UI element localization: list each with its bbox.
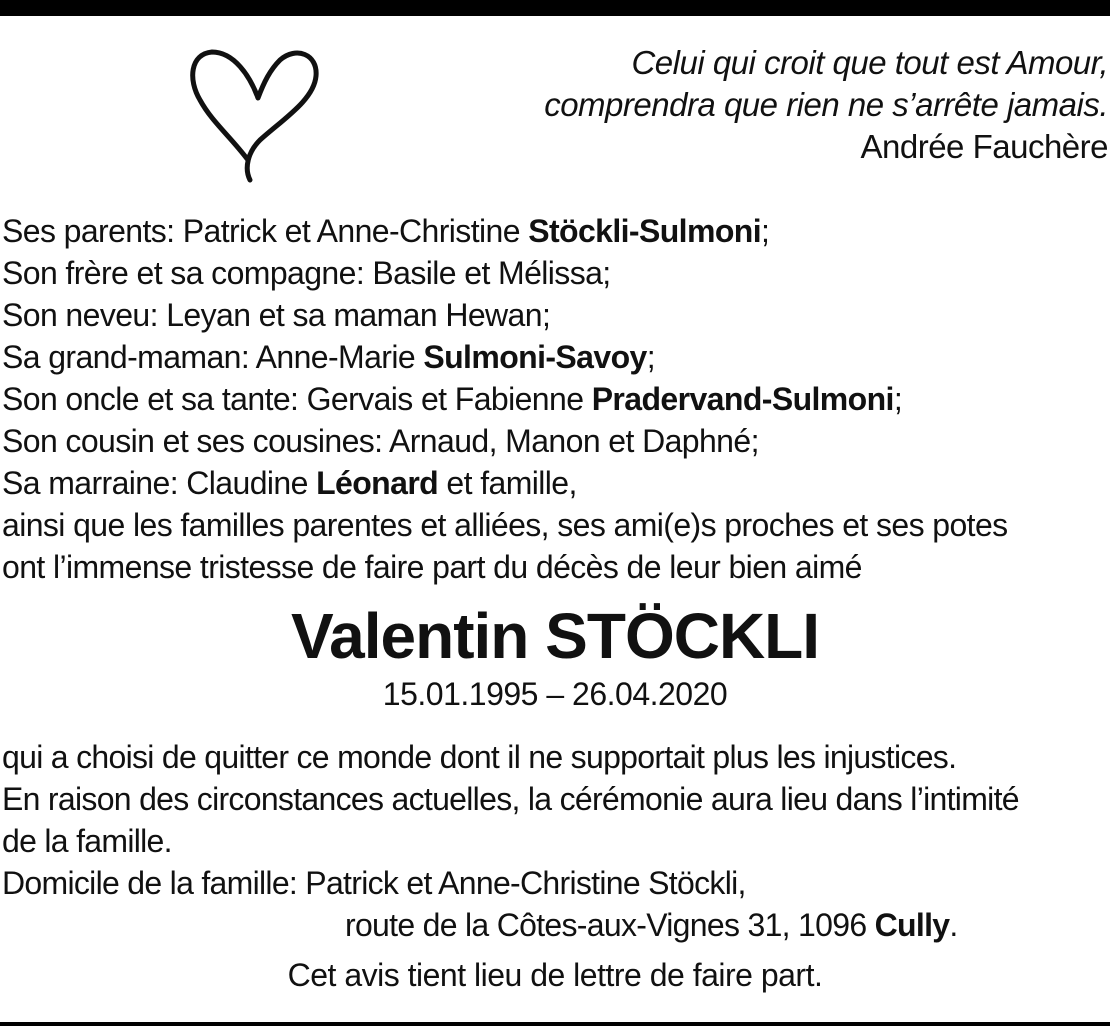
- family-line: [2, 504, 1110, 546]
- closing-line: En raison des circonstances actuelles, la cérémonie aura lieu dans l’intimité: [2, 781, 1019, 817]
- family-line-text: Sa marraine: Claudine: [2, 465, 317, 501]
- family-line-text: Son oncle et sa tante: Gervais et Fabienne: [2, 381, 592, 417]
- family-line-end: ;: [646, 339, 656, 375]
- family-line-end: ;: [893, 381, 903, 417]
- family-line: [2, 462, 1110, 504]
- family-line-text: Son neveu: Leyan et sa maman Hewan;: [2, 297, 551, 333]
- top-border-rule: [0, 0, 1110, 16]
- family-line-end: et famille,: [438, 465, 577, 501]
- closing-text: [2, 736, 1110, 946]
- family-line: [2, 336, 1110, 378]
- address-street: route de la Côtes-aux-Vignes 31, 1096: [345, 907, 875, 943]
- heart-outline-icon: [186, 40, 326, 190]
- closing-line: de la famille.: [2, 823, 172, 859]
- family-line: [2, 210, 1110, 252]
- address-city: Cully: [874, 907, 950, 943]
- family-line-text: Sa grand-maman: Anne-Marie: [2, 339, 424, 375]
- quote-line: comprendra que rien ne s’arrête jamais.: [544, 86, 1108, 123]
- family-surname: Sulmoni-Savoy: [423, 339, 647, 375]
- family-surname: Stöckli-Sulmoni: [528, 213, 762, 249]
- address-end: .: [949, 907, 958, 943]
- family-line-text: Ses parents: Patrick et Anne-Christine: [2, 213, 529, 249]
- quote-author: Andrée Fauchère: [860, 128, 1108, 165]
- deceased-name: Valentin STÖCKLI: [290, 600, 820, 672]
- family-line: [2, 378, 1110, 420]
- family-surname: Léonard: [316, 465, 439, 501]
- notice-text: Cet avis tient lieu de lettre de faire part.: [287, 957, 823, 993]
- address-line: [2, 904, 1110, 946]
- family-line-text: ont l’immense tristesse de faire part du décès de leur bien aimé: [2, 549, 862, 585]
- family-line-text: ainsi que les familles parentes et alliées, ses ami(e)s proches et ses potes: [2, 507, 1008, 543]
- quote-line: Celui qui croit que tout est Amour,: [631, 44, 1108, 81]
- family-line: [2, 420, 1110, 462]
- deceased-dates: 15.01.1995 – 26.04.2020: [382, 676, 728, 712]
- family-line: [2, 294, 1110, 336]
- family-surname: Pradervand-Sulmoni: [591, 381, 894, 417]
- epigraph-quote: [544, 42, 1108, 168]
- bottom-border-rule: [0, 1022, 1110, 1026]
- family-line: [2, 546, 1110, 588]
- family-line-text: Son cousin et ses cousines: Arnaud, Manon et Daphné;: [2, 423, 759, 459]
- closing-line: qui a choisi de quitter ce monde dont il ne supportait plus les injustices.: [2, 739, 957, 775]
- family-line: [2, 252, 1110, 294]
- family-list: [2, 210, 1110, 588]
- family-line-text: Son frère et sa compagne: Basile et Mélissa;: [2, 255, 611, 291]
- family-line-end: ;: [761, 213, 770, 249]
- domicile-line: Domicile de la famille: Patrick et Anne-Christine Stöckli,: [2, 865, 746, 901]
